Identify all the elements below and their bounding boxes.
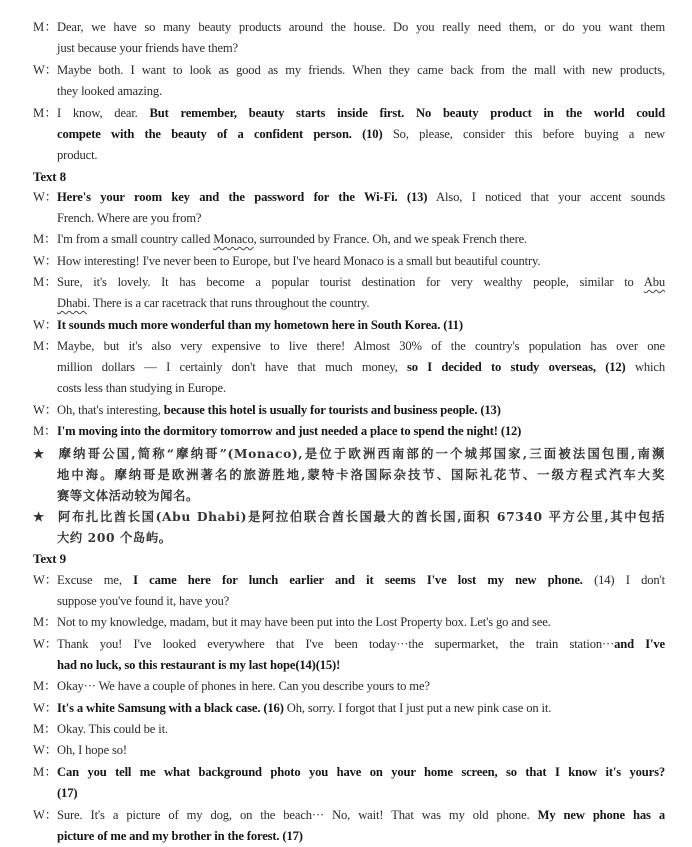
line-text: Okay. This could be it. [57, 722, 168, 736]
line-text: Dear, we have so many beauty products around the house. Do you really need them, or do you want them [57, 20, 665, 34]
speaker-w: W： [33, 318, 58, 332]
dialogue-line [33, 676, 665, 697]
line-text: French. Where are you from? [57, 211, 202, 225]
note-text: 阿布扎比酋长国(Abu Dhabi)是阿拉伯联合酋长国最大的酋长国,面积 67340 平方公里,其中包括 [57, 509, 665, 524]
key-sentence: because this hotel is usually for tourists and business people. (13) [163, 403, 501, 417]
dialogue-line-cont [57, 145, 665, 166]
line-text: Oh, I hope so! [57, 743, 127, 757]
speaker-m: M： [33, 275, 57, 289]
line-text: Excuse me, [57, 573, 134, 587]
dialogue-line-cont [57, 124, 665, 145]
key-sentence: and I've [614, 637, 665, 651]
key-sentence: Can you tell me what background photo you have on your home screen, so that I know it's yours? [57, 765, 665, 779]
speaker-w: W： [33, 743, 58, 757]
dialogue-line [33, 634, 665, 655]
speaker-m: M： [33, 424, 57, 438]
speaker-m: M： [33, 765, 57, 779]
speaker-w: W： [33, 254, 58, 268]
speaker-m: M： [33, 232, 57, 246]
line-text: Sure. It's a picture of my dog, on the beach··· No, wait! That was my old phone. [57, 808, 538, 822]
dialogue-line-cont [57, 655, 665, 676]
key-sentence: I came here for lunch earlier and it seems I've lost my new phone. [133, 573, 583, 587]
speaker-m: M： [33, 722, 57, 736]
line-text: they looked amazing. [57, 84, 163, 98]
line-text: million dollars — I certainly don't have that much money, [57, 360, 407, 374]
dialogue-line [33, 421, 665, 442]
line-text: costs less than studying in Europe. [57, 381, 226, 395]
line-text: Okay··· We have a couple of phones in here. Can you describe yours to me? [57, 679, 430, 693]
note-monaco [33, 443, 665, 464]
section-heading-text9: Text 9 [33, 551, 66, 566]
speaker-w: W： [33, 808, 58, 822]
dialogue-line [33, 570, 665, 591]
line-text: I don't [614, 573, 665, 587]
speaker-w: W： [33, 573, 58, 587]
dialogue-line-cont [57, 826, 665, 846]
note-monaco-cont [57, 485, 665, 506]
dialogue-line [33, 762, 665, 783]
question-number: (17) [57, 786, 78, 800]
note-abu-dhabi [33, 506, 665, 527]
speaker-w: W： [33, 403, 58, 417]
dialogue-line [33, 315, 665, 336]
key-sentence: My new phone has a [537, 808, 665, 822]
line-text: Oh, that's interesting, [57, 403, 164, 417]
speaker-m: M： [33, 679, 57, 693]
dialogue-line [33, 805, 665, 826]
dialogue-line-cont [57, 378, 665, 399]
key-sentence: picture of me and my brother in the forest. (17) [57, 829, 303, 843]
speaker-m: M： [33, 106, 57, 120]
note-text: 赛等文体活动较为闻名。 [57, 488, 199, 503]
dialogue-line [33, 251, 665, 272]
line-text: Maybe both. I want to look as good as my friends. When they came back from the mall with new products, [57, 63, 665, 77]
section-heading-text8: Text 8 [33, 169, 66, 184]
dialogue-line [33, 17, 665, 38]
line-text: , surrounded by France. Oh, and we speak French there. [253, 232, 528, 246]
dialogue-line-cont [57, 293, 665, 314]
line-text: Oh, sorry. I forgot that I just put a new pink case on it. [283, 701, 552, 715]
line-text: I'm from a small country called [57, 232, 214, 246]
dialogue-line-cont [57, 81, 665, 102]
note-monaco-cont [57, 464, 665, 485]
speaker-m: M： [33, 20, 57, 34]
key-sentence: compete with the beauty of a confident person. (10) [57, 127, 383, 141]
dialogue-line [33, 612, 665, 633]
annotated-term-dhabi: Dhabi [57, 296, 88, 310]
key-sentence: had no luck, so this restaurant is my last hope(14)(15)! [57, 658, 341, 672]
speaker-m: M： [33, 339, 57, 353]
key-sentence: I'm moving into the dormitory tomorrow and just needed a place to spend the night! (12) [57, 424, 522, 438]
star-icon: ★ [33, 509, 45, 524]
key-sentence: But remember, beauty starts inside first. No beauty product in the world could [149, 106, 665, 120]
dialogue-line-cont [57, 38, 665, 59]
line-text: So, please, consider this before buying a new [382, 127, 665, 141]
speaker-m: M： [33, 615, 57, 629]
star-icon: ★ [33, 446, 45, 461]
line-text: Thank you! I've looked everywhere that I've been today···the supermarket, the train station··· [57, 637, 615, 651]
speaker-w: W： [33, 63, 58, 77]
line-text: I know, dear. [57, 106, 150, 120]
key-sentence: so I decided to study overseas, (12) [406, 360, 626, 374]
line-text: suppose you've found it, have you? [57, 594, 230, 608]
key-sentence: It's a white Samsung with a black case. (16) [57, 701, 284, 715]
speaker-w: W： [33, 190, 58, 204]
dialogue-line [33, 719, 665, 740]
speaker-w: W： [33, 637, 58, 651]
annotated-term-monaco: Monaco [213, 232, 254, 246]
dialogue-line [33, 229, 665, 250]
line-text: Sure, it's lovely. It has become a popular tourist destination for very wealthy people, similar to [57, 275, 644, 289]
line-text: product. [57, 148, 98, 162]
line-text: . There is a car racetrack that runs throughout the country. [87, 296, 370, 310]
annotated-term-abu: Abu [643, 275, 665, 289]
dialogue-line-cont [57, 208, 665, 229]
dialogue-line [33, 272, 665, 293]
dialogue-line-cont [57, 591, 665, 612]
note-text: 摩纳哥公国,简称“摩纳哥”(Monaco),是位于欧洲西南部的一个城邦国家,三面被法国包围,南濒 [57, 446, 665, 461]
dialogue-line [33, 400, 665, 421]
dialogue-line [33, 187, 665, 208]
speaker-w: W： [33, 701, 58, 715]
line-text: which [625, 360, 665, 374]
dialogue-line [33, 60, 665, 81]
note-text: 大约 200 个岛屿。 [57, 530, 172, 545]
dialogue-line-cont [57, 783, 665, 804]
key-sentence: Here's your room key and the password for the Wi-Fi. (13) [57, 190, 428, 204]
dialogue-line [33, 103, 665, 124]
line-text: How interesting! I've never been to Europe, but I've heard Monaco is a small but beautiful country. [57, 254, 541, 268]
key-sentence: It sounds much more wonderful than my hometown here in South Korea. (11) [57, 318, 463, 332]
dialogue-line [33, 740, 665, 761]
note-abu-dhabi-cont [57, 527, 665, 548]
line-text: Not to my knowledge, madam, but it may have been put into the Lost Property box. Let's go and see. [57, 615, 551, 629]
line-text: Also, I noticed that your accent sounds [427, 190, 665, 204]
line-text: Maybe, but it's also very expensive to live there! Almost 30% of the country's population has over one [57, 339, 665, 353]
dialogue-line [33, 698, 665, 719]
line-text: just because your friends have them? [57, 41, 238, 55]
note-text: 地中海。摩纳哥是欧洲著名的旅游胜地,蒙特卡洛国际杂技节、国际礼花节、一级方程式汽车大奖 [57, 467, 665, 482]
question-number: (14) [582, 573, 615, 587]
dialogue-line [33, 336, 665, 357]
dialogue-line-cont [57, 357, 665, 378]
